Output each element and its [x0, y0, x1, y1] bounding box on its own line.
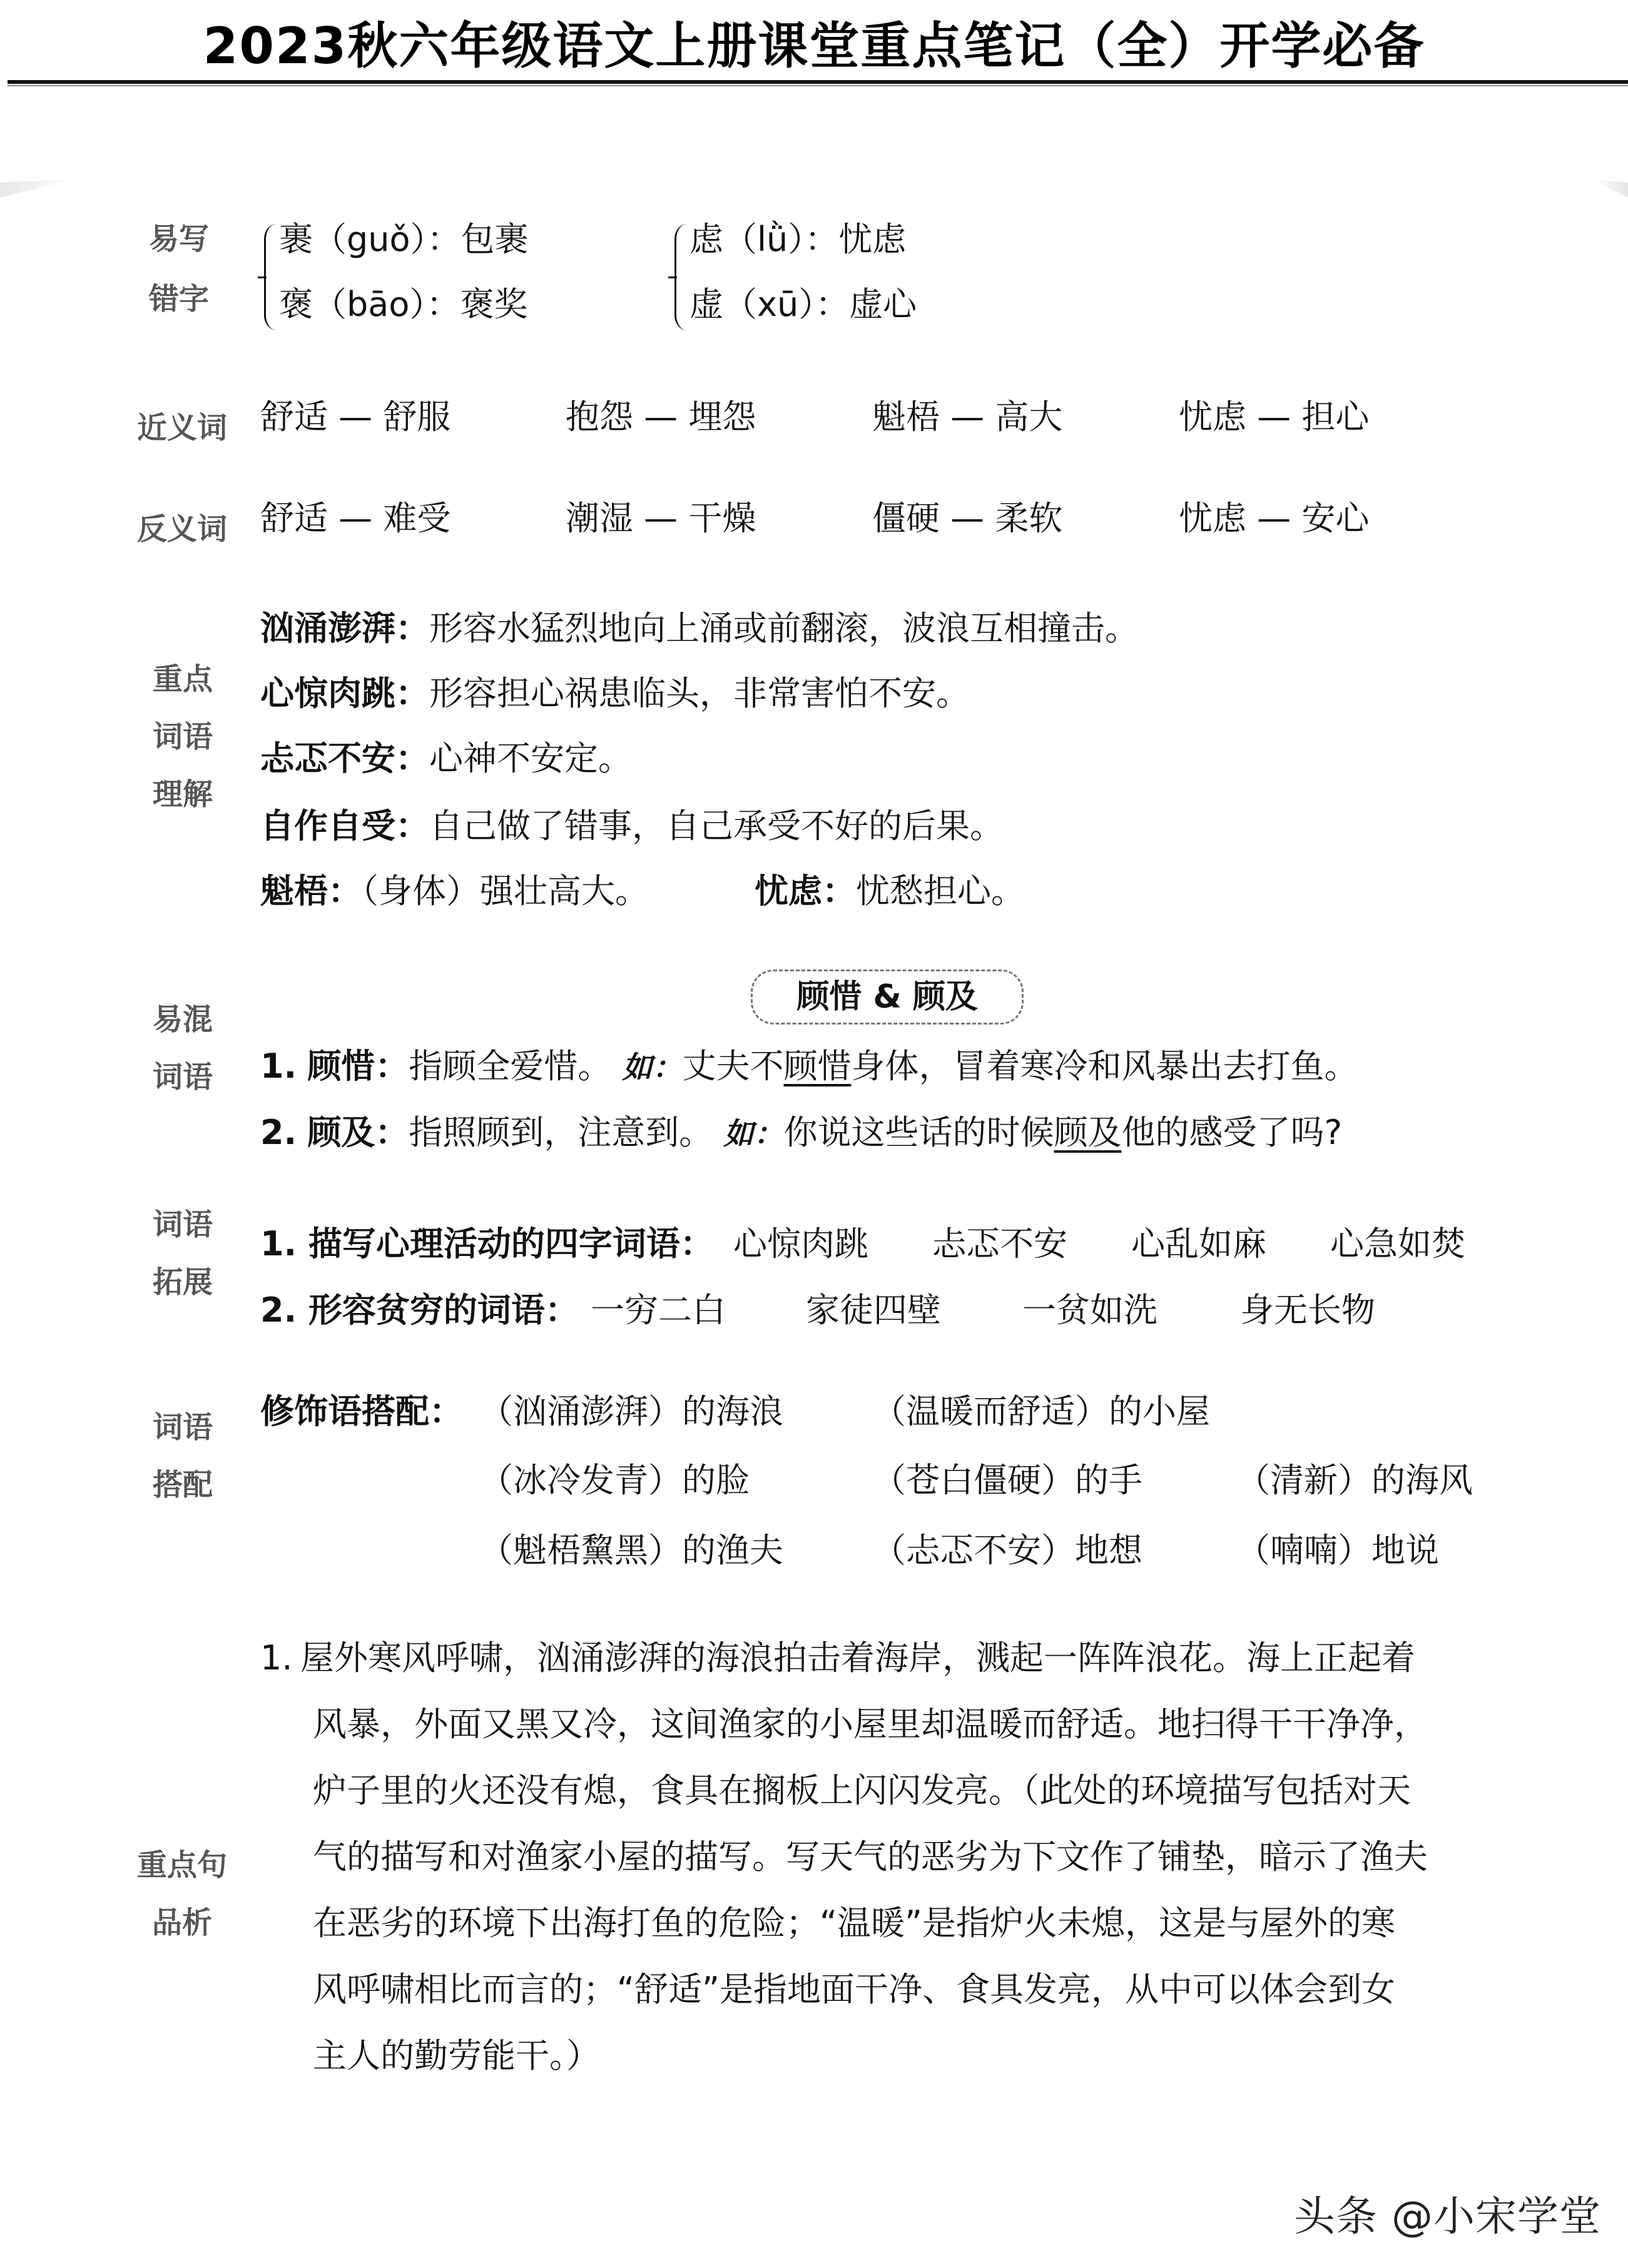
collocation-item: （冰冷发青）的脸: [479, 1461, 750, 1500]
expansion-word: 心急如焚: [1330, 1224, 1465, 1263]
expansion-word: 心乱如麻: [1131, 1224, 1266, 1263]
sentence-line: 在恶劣的环境下出海打鱼的危险；“温暖”是指炉火未熄，这是与屋外的寒: [313, 1903, 1395, 1943]
definition: 形容水猛烈地向上涌或前翻滚，波浪互相撞击。: [429, 609, 1139, 648]
definition: （身体）强壮高大。: [362, 871, 649, 911]
section-label: [139, 991, 226, 1106]
label-line: 易写: [148, 221, 209, 256]
expansion-heading: 2. 形容贫穷的词语：: [260, 1290, 579, 1330]
term: 心惊肉跳：: [260, 674, 429, 713]
watermark: 头条 @小宋学堂: [1294, 2192, 1601, 2240]
definition: 自己做了错事，自己承受不好的后果。: [429, 806, 1004, 846]
definition-row: [260, 737, 632, 781]
easy-wrong-item: 虑（lǜ）：忧虑: [689, 220, 907, 259]
term: 忧虑：: [755, 871, 856, 911]
section-label: [139, 651, 226, 823]
brace-tip: [258, 276, 267, 278]
label-line: 易混: [152, 1002, 213, 1037]
definition-row: [260, 869, 649, 913]
confusing-item: [260, 1045, 1358, 1090]
label-line: 词语: [152, 1207, 213, 1242]
page-fold-shadow-right: [1590, 179, 1628, 198]
expansion-word: 一穷二白: [591, 1290, 726, 1330]
antonym-pair: 舒适 — 难受: [260, 499, 451, 538]
example-text: 身体，冒着寒冷和风暴出去打鱼。: [851, 1046, 1358, 1086]
term: 魁梧：: [260, 871, 362, 911]
term: 顾惜：: [307, 1046, 409, 1086]
label-line: 错字: [148, 281, 209, 316]
synonym-pair: 舒适 — 舒服: [260, 397, 451, 437]
section-label: 近义词: [136, 410, 227, 445]
label-line: 词语: [152, 719, 213, 754]
confusing-item: [260, 1111, 1342, 1156]
sentence-line: 主人的勤劳能干。）: [313, 2036, 600, 2075]
expansion-row: [260, 1288, 579, 1332]
antonym-pair: 僵硬 — 柔软: [872, 499, 1063, 538]
section-label: [135, 209, 223, 329]
definition: 指照顾到，注意到。: [409, 1113, 713, 1152]
label-line: 词语: [152, 1060, 213, 1095]
easy-wrong-item: 褒（bāo）：褒奖: [279, 285, 528, 324]
collocation-item: （喃喃）地说: [1236, 1531, 1439, 1570]
definition-row: [260, 607, 1139, 651]
expansion-word: 忐忑不安: [932, 1224, 1067, 1263]
definition: 指顾全爱惜。: [409, 1046, 612, 1086]
synonym-pair: 抱怨 — 埋怨: [566, 397, 756, 437]
expansion-word: 家徒四壁: [806, 1290, 941, 1330]
expansion-word: 心惊肉跳: [733, 1224, 868, 1263]
term: 忐忑不安：: [260, 739, 429, 778]
example-text: 丈夫不: [682, 1046, 784, 1086]
example-text: 他的感受了吗?: [1121, 1113, 1343, 1152]
label-line: 品析: [151, 1905, 212, 1940]
section-label: [139, 1196, 226, 1311]
expansion-word: 一贫如洗: [1022, 1290, 1157, 1330]
easy-wrong-item: 虚（xū）：虚心: [689, 285, 917, 324]
sentence-line: 炉子里的火还没有熄，食具在搁板上闪闪发亮。（此处的环境描写包括对天: [313, 1771, 1411, 1810]
term: 自作自受：: [260, 806, 429, 846]
term: 汹涌澎湃：: [260, 609, 429, 648]
page-title: 2023秋六年级语文上册课堂重点笔记（全）开学必备: [203, 17, 1425, 75]
collocation-heading: 修饰语搭配：: [260, 1392, 463, 1431]
antonym-pair: 潮湿 — 干燥: [566, 499, 756, 538]
label-line: 拓展: [152, 1265, 213, 1300]
item-number: 2.: [260, 1113, 297, 1152]
section-label: [123, 1836, 242, 1952]
definition-row: [755, 869, 1025, 913]
section-label: 反义词: [136, 512, 227, 547]
title-divider: [8, 80, 1628, 84]
label-line: 重点: [152, 662, 213, 697]
example-text: 你说这些话的时候: [783, 1113, 1054, 1152]
synonym-pair: 忧虑 — 担心: [1179, 397, 1370, 437]
label-line: 理解: [152, 777, 213, 812]
definition: 形容担心祸患临头，非常害怕不安。: [429, 674, 970, 713]
definition-row: [260, 672, 970, 716]
collocation-item: （清新）的海风: [1236, 1461, 1473, 1500]
collocation-item: （苍白僵硬）的手: [872, 1461, 1142, 1500]
sentence-line: 气的描写和对渔家小屋的描写。写天气的恶劣为下文作了铺垫，暗示了渔夫: [313, 1837, 1428, 1876]
item-number: 1.: [260, 1046, 297, 1086]
example-marker: 如：: [622, 1050, 683, 1085]
expansion-heading: 1. 描写心理活动的四字词语：: [260, 1224, 714, 1263]
example-marker: 如：: [723, 1116, 784, 1152]
label-line: 搭配: [152, 1467, 213, 1502]
term: 顾及：: [307, 1113, 409, 1152]
brace-tip: [668, 276, 677, 278]
title-divider-shadow: [8, 85, 1628, 86]
antonym-pair: 忧虑 — 安心: [1179, 499, 1370, 538]
sentence-line: 风暴，外面又黑又冷，这间渔家的小屋里却温暖而舒适。地扫得干干净净，: [313, 1704, 1428, 1744]
sentence-line: 风呼啸相比而言的；“舒适”是指地面干净、食具发亮，从中可以体会到女: [313, 1970, 1395, 2009]
collocation-item: （忐忑不安）地想: [872, 1531, 1142, 1570]
example-underlined: 顾及: [1054, 1113, 1122, 1152]
definition: 心神不安定。: [429, 739, 632, 778]
definition: 忧愁担心。: [856, 871, 1025, 911]
collocation-item: （温暖而舒适）的小屋: [872, 1392, 1210, 1431]
expansion-row: [260, 1222, 714, 1266]
expansion-word: 身无长物: [1240, 1290, 1375, 1330]
collocation-item: （汹涌澎湃）的海浪: [479, 1392, 783, 1431]
synonym-pair: 魁梧 — 高大: [872, 397, 1063, 437]
page-fold-shadow-left: [0, 179, 75, 198]
sentence-line: 屋外寒风呼啸，汹涌澎湃的海浪拍击着海岸，溅起一阵阵浪花。海上正起着: [300, 1638, 1415, 1678]
sentence-number: 1.: [260, 1638, 293, 1678]
collocation-item: （魁梧黧黑）的渔夫: [479, 1531, 783, 1570]
label-line: 重点句: [136, 1848, 227, 1883]
example-underlined: 顾惜: [783, 1046, 852, 1086]
comparison-badge: 顾惜 & 顾及: [751, 969, 1024, 1025]
label-line: 词语: [152, 1410, 213, 1445]
easy-wrong-item: 裹（guǒ）：包裹: [279, 220, 529, 259]
definition-row: [260, 804, 1004, 848]
section-label: [139, 1399, 226, 1514]
